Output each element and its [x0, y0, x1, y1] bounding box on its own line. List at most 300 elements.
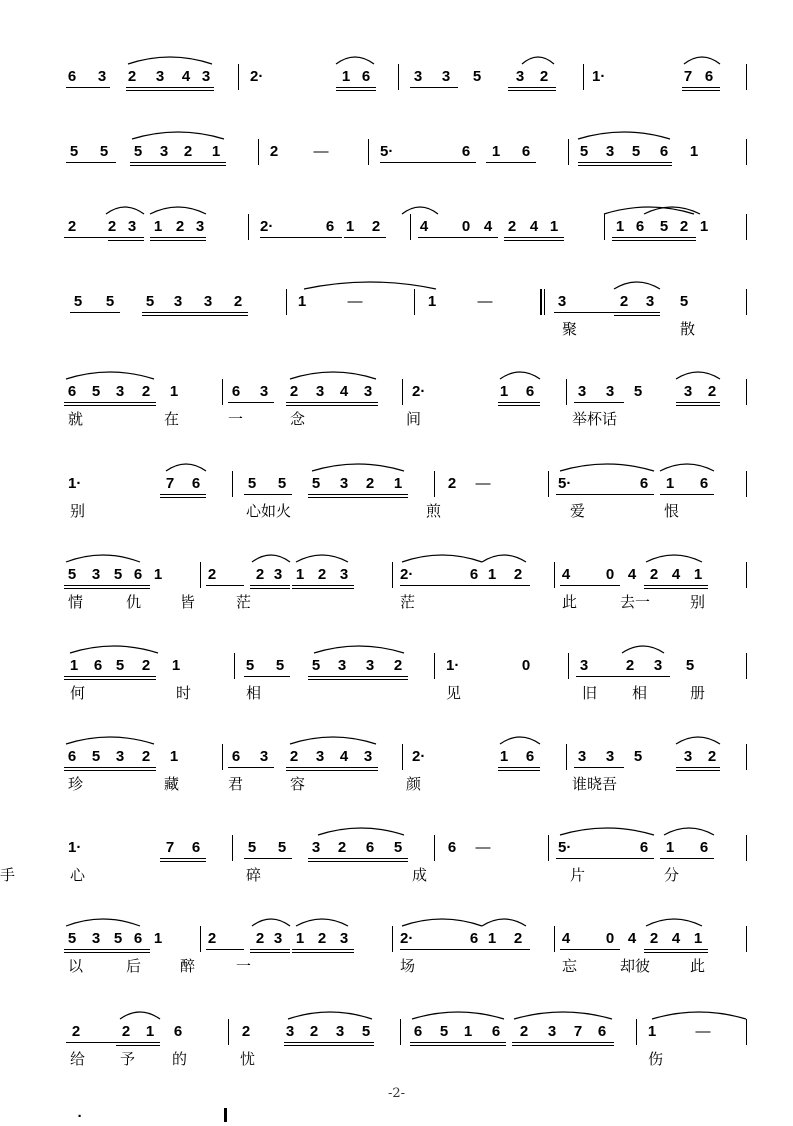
beam-line	[66, 87, 110, 88]
lyric-syllable: 旧	[582, 684, 598, 702]
note: 1	[297, 293, 307, 310]
beam-line	[160, 494, 206, 495]
note: 2	[309, 1023, 319, 1040]
beam-line	[308, 494, 408, 495]
note: 2	[141, 748, 151, 765]
bar-line	[566, 379, 567, 405]
note: 6	[699, 839, 709, 856]
lyric-syllable: 分	[664, 866, 680, 884]
slur	[676, 372, 720, 379]
bar-line	[583, 64, 584, 90]
bar-line	[402, 744, 403, 770]
note: 4	[529, 218, 539, 235]
note: 6	[447, 839, 457, 856]
note: 5	[579, 143, 589, 160]
beam-line	[292, 949, 354, 950]
note: 7	[165, 475, 175, 492]
note: 3	[557, 293, 567, 310]
slur	[66, 919, 140, 926]
lyric-syllable: 给	[70, 1050, 86, 1068]
bar-line	[232, 835, 233, 861]
lyric-syllable: 却彼	[620, 957, 651, 975]
beam-line	[116, 1045, 160, 1046]
note: 2·	[400, 930, 414, 947]
note: 5	[99, 143, 109, 160]
repeat-start-bar	[544, 289, 545, 315]
note: 6	[461, 143, 471, 160]
note: 6	[133, 566, 143, 583]
note: 2	[241, 1023, 251, 1040]
beam-line	[484, 949, 530, 950]
note: 2	[371, 218, 381, 235]
lyric-syllable: 间	[406, 410, 422, 428]
bar-line	[568, 139, 569, 165]
bar-line	[568, 653, 569, 679]
slur	[622, 646, 664, 653]
note: 6	[325, 218, 335, 235]
note: 6	[133, 930, 143, 947]
beam-line	[644, 585, 708, 586]
bar-line	[222, 744, 223, 770]
beam-line	[286, 770, 378, 771]
note: 1	[487, 930, 497, 947]
bar-line	[228, 1019, 229, 1045]
note: 5	[439, 1023, 449, 1040]
beam-line	[508, 87, 556, 88]
note: 3	[159, 143, 169, 160]
note: 1	[665, 475, 675, 492]
note: 0	[605, 930, 615, 947]
bar-line	[746, 379, 747, 405]
note: 4	[419, 218, 429, 235]
note: 1	[491, 143, 501, 160]
note: 6	[361, 68, 371, 85]
bar-line	[746, 289, 747, 315]
bar-line	[232, 471, 233, 497]
note: 4	[561, 566, 571, 583]
note: 3	[605, 143, 615, 160]
note: 1	[693, 566, 703, 583]
note: 1	[499, 383, 509, 400]
note: 2	[365, 475, 375, 492]
lyric-syllable: 在	[164, 410, 180, 428]
lyric-syllable: 何	[70, 684, 86, 702]
note: —	[477, 293, 493, 310]
beam-line	[64, 949, 150, 950]
note: 2	[67, 218, 77, 235]
note: 7	[683, 68, 693, 85]
beam-line	[560, 949, 620, 950]
note: 1	[211, 143, 221, 160]
note: 3	[173, 293, 183, 310]
note: 4	[671, 930, 681, 947]
note: 6	[525, 383, 535, 400]
note: 4	[671, 566, 681, 583]
note: 5	[69, 143, 79, 160]
note: 2	[393, 657, 403, 674]
note: 1·	[592, 68, 606, 85]
lyric-syllable: 见	[446, 684, 462, 702]
note: 2	[121, 1023, 131, 1040]
note: 5	[145, 293, 155, 310]
slur	[646, 919, 702, 926]
note: 5	[133, 143, 143, 160]
note: 3	[259, 748, 269, 765]
note: 1	[549, 218, 559, 235]
note: 1	[393, 475, 403, 492]
note: 5	[659, 218, 669, 235]
lyric-syllable: 恨	[664, 502, 680, 520]
note: 2	[447, 475, 457, 492]
beam-line	[250, 585, 290, 586]
beam-line	[498, 402, 540, 403]
note: 4	[483, 218, 493, 235]
bar-line	[548, 835, 549, 861]
lyric-syllable: 伤	[648, 1050, 664, 1068]
beam-line	[206, 585, 244, 586]
beam-line	[336, 90, 376, 91]
note: 6	[639, 839, 649, 856]
note: 2	[513, 930, 523, 947]
note: 2	[141, 657, 151, 674]
note: 0	[605, 566, 615, 583]
beam-line	[292, 585, 354, 586]
note: 3	[653, 657, 663, 674]
note: 6	[413, 1023, 423, 1040]
beam-line	[160, 497, 206, 498]
slur	[412, 1012, 504, 1019]
bar-line	[746, 835, 747, 861]
beam-line	[244, 676, 290, 677]
note: 2·	[400, 566, 414, 583]
note: 5	[361, 1023, 371, 1040]
slur	[336, 57, 374, 64]
slur	[150, 207, 206, 214]
slur	[402, 919, 482, 926]
note: 5	[311, 657, 321, 674]
beam-line	[286, 767, 378, 768]
lyric-syllable: 聚	[562, 320, 578, 338]
lyric-syllable: 予	[120, 1050, 136, 1068]
note: 3	[273, 930, 283, 947]
note: 1	[699, 218, 709, 235]
note: 3	[337, 657, 347, 674]
lyric-syllable: 后	[126, 957, 142, 975]
note: 2	[619, 293, 629, 310]
bar-line	[248, 214, 249, 240]
bar-line	[286, 289, 287, 315]
note: 1	[487, 566, 497, 583]
lyric-syllable: 念	[290, 410, 306, 428]
bar-line	[368, 139, 369, 165]
slur	[70, 646, 158, 653]
lyric-syllable: 成	[412, 866, 428, 884]
note: 4	[339, 748, 349, 765]
note: 4	[627, 566, 637, 583]
note: 6	[365, 839, 375, 856]
note: 2	[107, 218, 117, 235]
beam-line	[512, 1045, 614, 1046]
bar-line	[746, 214, 747, 240]
note: 2	[183, 143, 193, 160]
note: 5	[91, 748, 101, 765]
lyric-syllable: 仇	[126, 593, 142, 611]
lyric-syllable: 茫	[400, 593, 416, 611]
beam-line	[620, 676, 670, 677]
slur	[500, 737, 540, 744]
beam-line	[660, 858, 714, 859]
note: 6	[597, 1023, 607, 1040]
beam-line	[250, 588, 290, 589]
slur	[402, 555, 482, 562]
note: 2	[127, 68, 137, 85]
note: 2	[233, 293, 243, 310]
lyric-syllable: 心	[70, 866, 86, 884]
note: 5	[247, 475, 257, 492]
note: 2	[269, 143, 279, 160]
note: 2	[255, 566, 265, 583]
slur	[106, 207, 144, 214]
beam-line	[644, 949, 708, 950]
beam-line	[64, 952, 150, 953]
note: 2·	[412, 748, 426, 765]
note: 6	[469, 930, 479, 947]
bar-line	[402, 379, 403, 405]
bar-line	[548, 471, 549, 497]
slur	[132, 132, 224, 139]
lyric-syllable: 君	[228, 775, 244, 793]
note: 3	[683, 748, 693, 765]
beam-line	[228, 402, 274, 403]
beam-line	[64, 405, 156, 406]
note: 5	[73, 293, 83, 310]
note: 3	[115, 383, 125, 400]
note: 1	[689, 143, 699, 160]
note: 3	[259, 383, 269, 400]
note: 3	[285, 1023, 295, 1040]
note: 5	[393, 839, 403, 856]
note: 6	[521, 143, 531, 160]
note: 1	[463, 1023, 473, 1040]
slur	[304, 282, 436, 289]
beam-line	[308, 497, 408, 498]
beam-line	[108, 237, 144, 238]
slur	[402, 207, 438, 214]
beam-line	[206, 949, 244, 950]
beam-line	[504, 240, 564, 241]
note: 3	[365, 657, 375, 674]
beam-line	[644, 952, 708, 953]
beam-line	[244, 858, 292, 859]
slur	[660, 464, 714, 471]
note: 5	[91, 383, 101, 400]
note: 6	[639, 475, 649, 492]
lyric-syllable: 手	[0, 866, 16, 884]
lyric-syllable: 碎	[246, 866, 262, 884]
slur	[578, 132, 670, 139]
note: 6	[525, 748, 535, 765]
repeat-start-bar	[540, 289, 542, 315]
beam-line	[284, 1045, 374, 1046]
note: 3	[91, 930, 101, 947]
slur	[66, 372, 154, 379]
note: 1	[171, 657, 181, 674]
note: 5·	[558, 839, 572, 856]
note: 6	[173, 1023, 183, 1040]
bar-line	[554, 562, 555, 588]
note: 3	[363, 383, 373, 400]
bar-line	[258, 139, 259, 165]
bar-line	[222, 379, 223, 405]
beam-line	[250, 949, 290, 950]
beam-line	[64, 767, 156, 768]
note: —	[475, 475, 491, 492]
note: 2	[507, 218, 517, 235]
note: 5	[67, 930, 77, 947]
lyric-syllable: 心如火	[246, 502, 292, 520]
note: 1	[665, 839, 675, 856]
beam-line	[228, 767, 274, 768]
note: 3	[547, 1023, 557, 1040]
note: 5	[115, 657, 125, 674]
bar-line	[554, 926, 555, 952]
slur	[522, 57, 554, 64]
beam-line	[676, 402, 720, 403]
note: 5	[633, 748, 643, 765]
note: 3	[127, 218, 137, 235]
beam-line	[660, 494, 714, 495]
lyric-syllable: 珍	[68, 775, 84, 793]
beam-line	[498, 770, 540, 771]
note: 6	[491, 1023, 501, 1040]
note: 1	[295, 566, 305, 583]
slur	[614, 282, 660, 289]
note: 6	[191, 475, 201, 492]
note: 1	[693, 930, 703, 947]
note: 3	[273, 566, 283, 583]
note: 2	[317, 566, 327, 583]
beam-line	[66, 1042, 118, 1043]
beam-line	[292, 588, 354, 589]
beam-line	[150, 240, 206, 241]
note: 7	[165, 839, 175, 856]
note: 1	[153, 566, 163, 583]
slur	[664, 828, 714, 835]
note: 5	[631, 143, 641, 160]
beam-line	[682, 87, 720, 88]
note: 3	[339, 930, 349, 947]
slur	[652, 1012, 746, 1019]
note: 1·	[446, 657, 460, 674]
beam-line	[308, 679, 408, 680]
bar-line	[566, 744, 567, 770]
beam-line	[676, 770, 720, 771]
beam-line	[504, 237, 564, 238]
bar-line	[238, 64, 239, 90]
beam-line	[614, 312, 660, 313]
lyric-syllable: 颜	[406, 775, 422, 793]
slur	[514, 1012, 612, 1019]
note: 2	[71, 1023, 81, 1040]
lyric-syllable: 别	[70, 502, 86, 520]
note: —	[313, 143, 329, 160]
note: 5	[277, 475, 287, 492]
note: 0	[521, 657, 531, 674]
lyric-syllable: 以	[68, 957, 84, 975]
beam-line	[458, 237, 498, 238]
lyric-syllable: 容	[290, 775, 306, 793]
lyric-syllable: 举杯话	[572, 410, 618, 428]
beam-line	[292, 952, 354, 953]
beam-line	[400, 585, 484, 586]
lyric-syllable: 去一	[620, 593, 651, 611]
slur	[66, 555, 140, 562]
beam-line	[344, 237, 386, 238]
slur	[296, 555, 348, 562]
bar-line	[746, 744, 747, 770]
slur	[296, 919, 348, 926]
lyric-syllable: 片	[570, 866, 586, 884]
beam-line	[64, 585, 150, 586]
bar-line	[398, 64, 399, 90]
note: 2	[175, 218, 185, 235]
beam-line	[400, 949, 484, 950]
note: 5	[67, 566, 77, 583]
note: 1	[153, 930, 163, 947]
lyric-syllable: 一	[236, 957, 252, 975]
lyric-syllable: 时	[176, 684, 192, 702]
lyric-syllable: 茫	[236, 593, 252, 611]
beam-line	[574, 402, 624, 403]
note: 2	[289, 748, 299, 765]
note: 6	[67, 748, 77, 765]
bar-line	[434, 471, 435, 497]
note: 3	[683, 383, 693, 400]
note: 0	[461, 218, 471, 235]
beam-line	[284, 1042, 374, 1043]
note: 3	[413, 68, 423, 85]
slur	[482, 919, 526, 926]
slur	[288, 1012, 372, 1019]
slur	[312, 464, 404, 471]
note: 6	[659, 143, 669, 160]
note: 2	[255, 930, 265, 947]
beam-line	[142, 312, 248, 313]
slur	[482, 555, 526, 562]
slur	[128, 57, 212, 64]
beam-line	[556, 858, 654, 859]
bar-line	[746, 139, 747, 165]
beam-line	[410, 87, 458, 88]
note: 3	[577, 383, 587, 400]
note: 4	[339, 383, 349, 400]
note: 2	[337, 839, 347, 856]
note: 2	[141, 383, 151, 400]
beam-line	[576, 676, 620, 677]
bar-line	[746, 64, 747, 90]
beam-line	[410, 1045, 506, 1046]
beam-line	[308, 676, 408, 677]
beam-line	[560, 585, 620, 586]
beam-line	[612, 240, 696, 241]
note: 3	[441, 68, 451, 85]
beam-line	[250, 952, 290, 953]
beam-line	[260, 237, 342, 238]
beam-line	[644, 588, 708, 589]
beam-line	[308, 861, 408, 862]
bar-line	[234, 653, 235, 679]
beam-line	[116, 1042, 160, 1043]
